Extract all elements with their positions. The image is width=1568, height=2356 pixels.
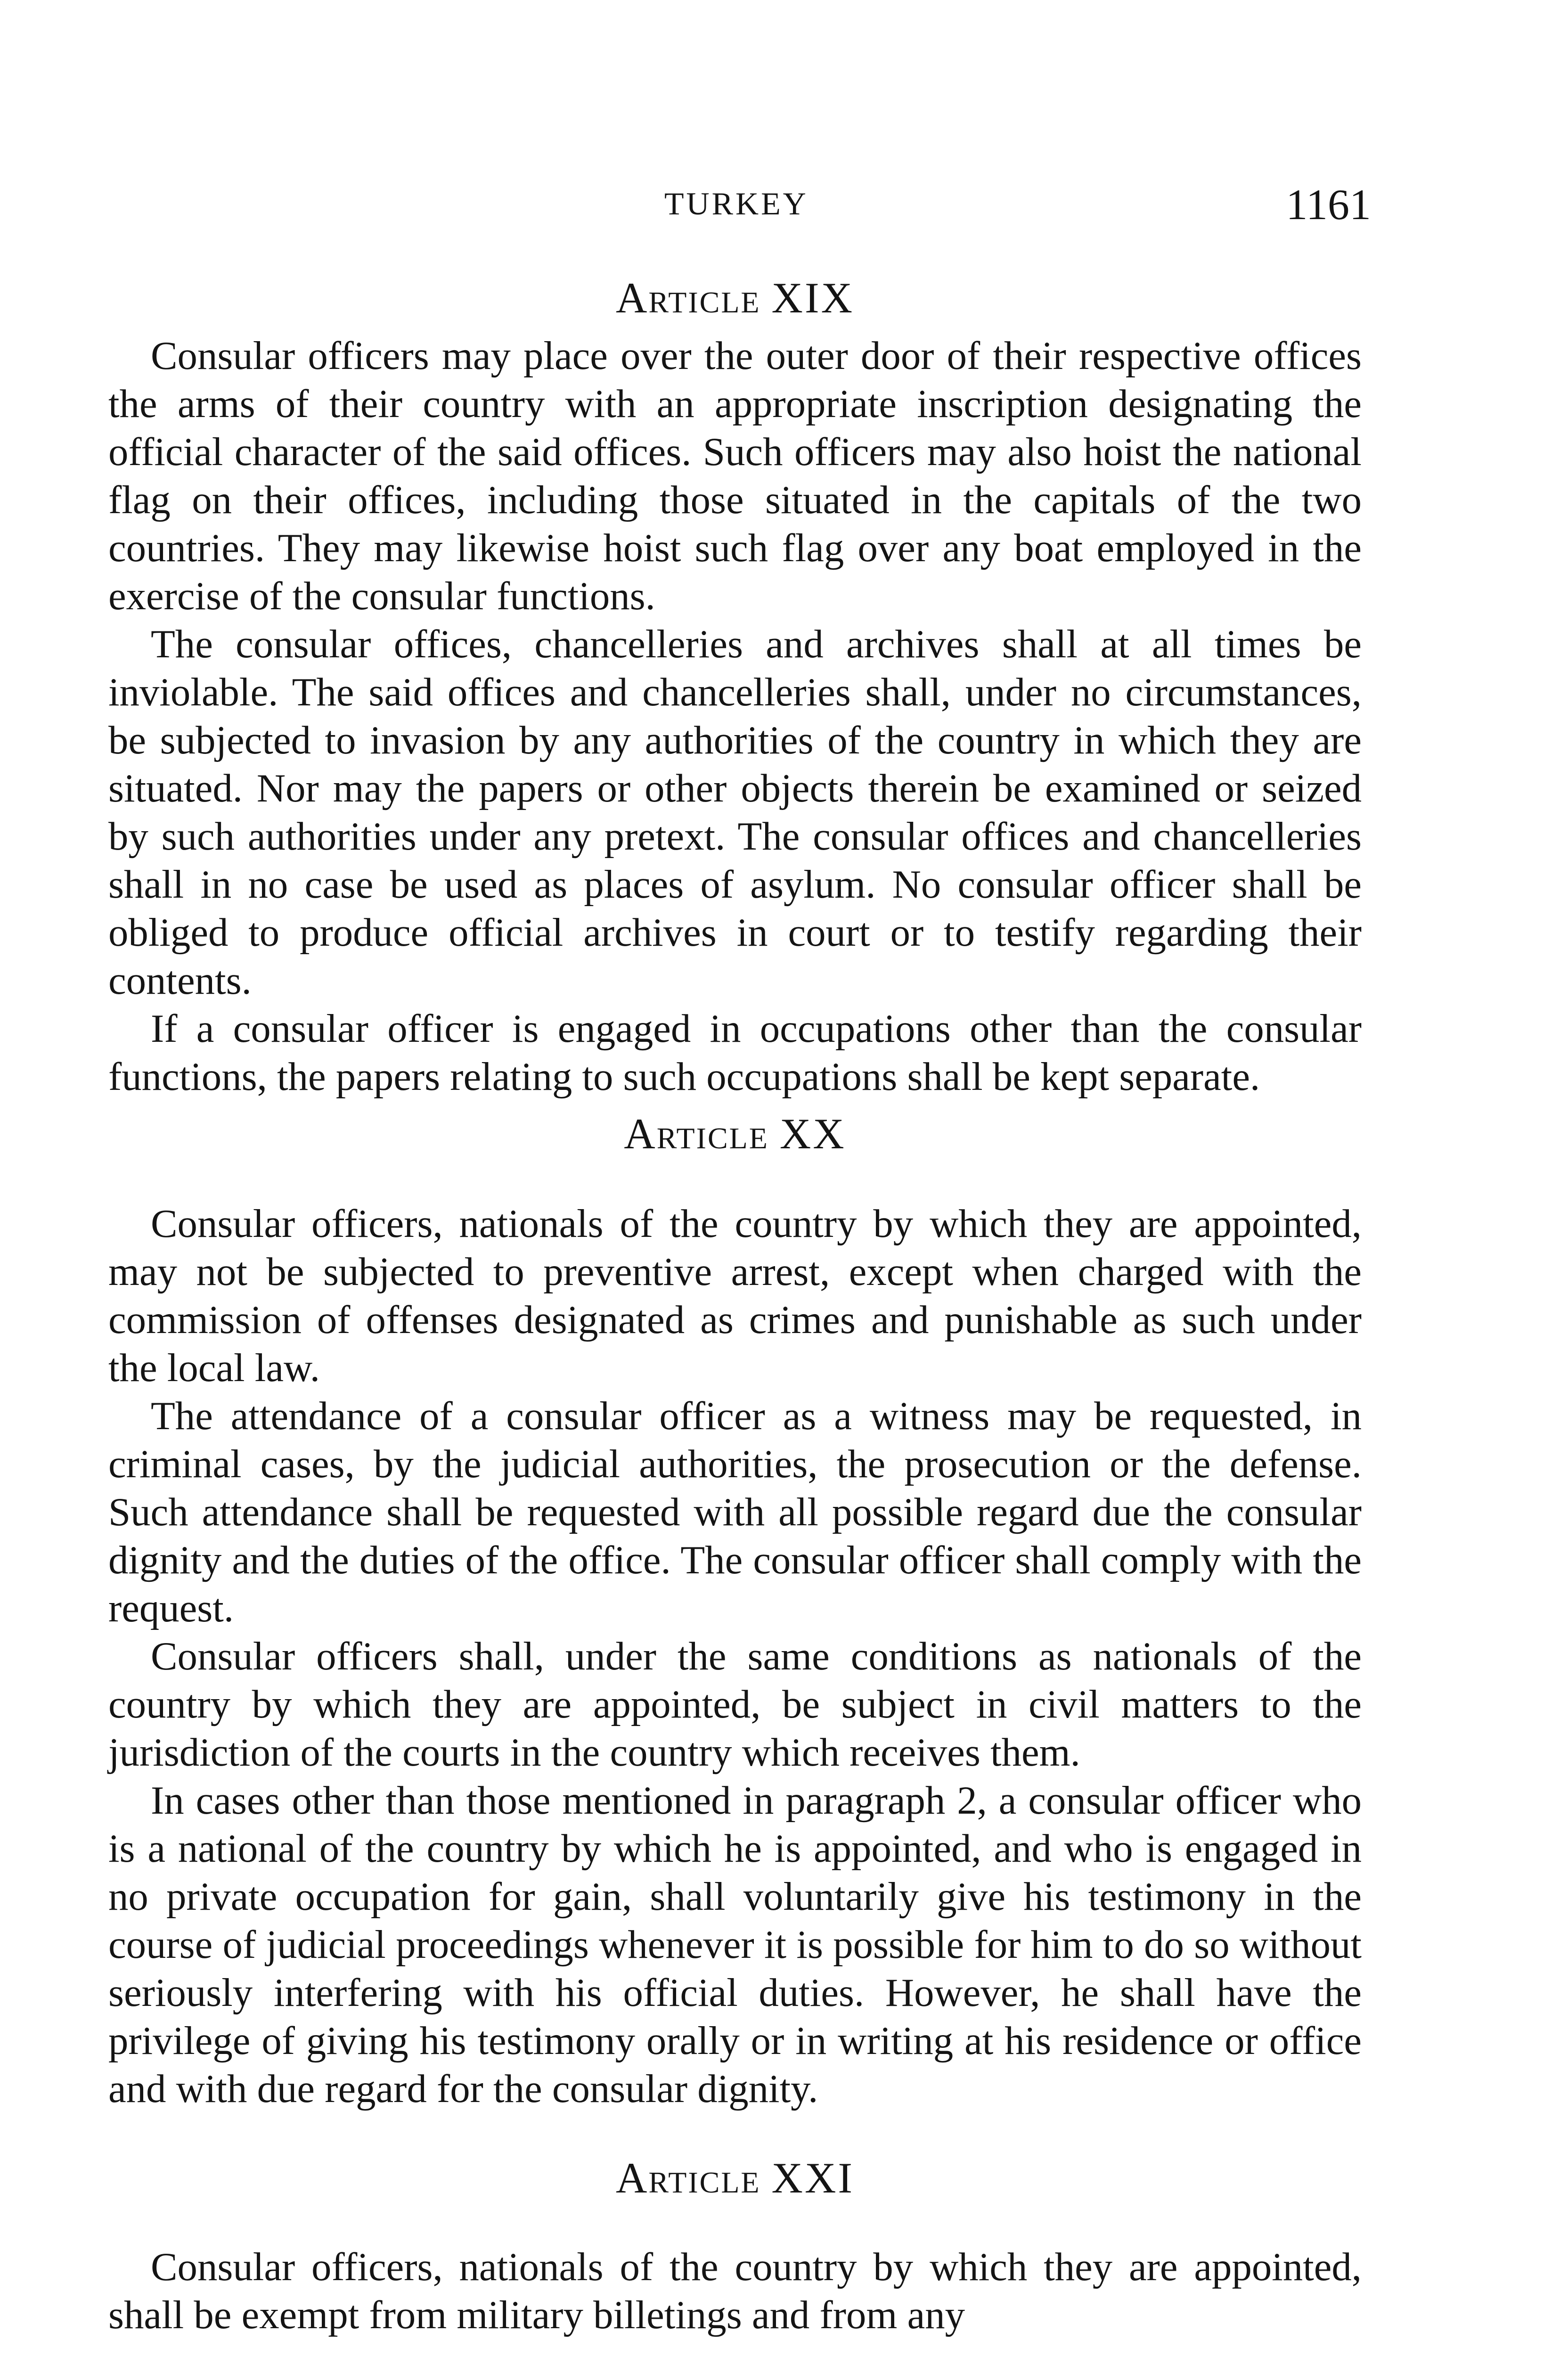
article-heading — [108, 2154, 1362, 2201]
running-title: TURKEY — [664, 186, 808, 221]
article-heading-numeral: XXI — [771, 2154, 855, 2202]
article-heading-word: Article — [615, 2154, 761, 2202]
paragraph: If a consular officer is engaged in occupations other than the consular functions, the papers relating to such occupations shall be kept separate. — [108, 1006, 1362, 1099]
paragraph: Consular officers, nationals of the country by which they are appointed, shall be exempt from military billetings and from any — [108, 2245, 1362, 2337]
paragraph: Consular officers, nationals of the country by which they are appointed, may not be subjected to preventive arrest, except when charged with the commission of offenses designated as crimes and punishable as such under the local law. — [108, 1202, 1362, 1390]
article-heading — [108, 274, 1362, 321]
paragraph: The consular offices, chancelleries and archives shall at all times be inviolable. The said offices and chancelleries shall, under no circumstances, be subjected to invasion by any authorities of the country in which they are situated. Nor may the papers or other objects therein be examined or seized by such authorities under any pretext. The consular offices and chancelleries shall in no case be used as places of asylum. No consular officer shall be obliged to produce official archives in court or to testify regarding their contents. — [108, 622, 1362, 1003]
article-heading — [108, 1110, 1362, 1157]
body-text — [108, 274, 1362, 2339]
paragraph: In cases other than those mentioned in paragraph 2, a consular officer who is a national of the country by which he is appointed, and who is engaged in no private occupation for gain, shall voluntarily give his testimony in the course of judicial proceedings whenever it is possible for him to do so without seriously interfering with his official duties. However, he shall have the privilege of giving his testimony orally or in writing at his residence or office and with due regard for the consular dignity. — [108, 1778, 1362, 2111]
paragraph: Consular officers may place over the outer door of their respective offices the arms of their country with an appropriate inscription designating the official character of the said offices. Such officers may also hoist the national flag on their offices, including those situated in the capitals of the two countries. They may likewise hoist such flag over any boat employed in the exercise of the consular functions. — [108, 334, 1362, 618]
running-head — [0, 180, 1568, 235]
article-heading-word: Article — [615, 274, 761, 322]
paragraph: The attendance of a consular officer as a witness may be requested, in criminal cases, by the judicial authorities, the prosecution or the defense. Such attendance shall be requested with all possible regard due the consular dignity and the duties of the office. The consular officer shall comply with the request. — [108, 1394, 1362, 1630]
article-heading-numeral: XIX — [771, 274, 855, 322]
article-heading-word: Article — [624, 1110, 769, 1158]
page-number: 1161 — [1286, 180, 1371, 229]
paragraph: Consular officers shall, under the same conditions as nationals of the country by which they are appointed, be subject in civil matters to the jurisdiction of the courts in the country which receives them. — [108, 1634, 1362, 1775]
article-heading-numeral: XX — [779, 1110, 846, 1158]
